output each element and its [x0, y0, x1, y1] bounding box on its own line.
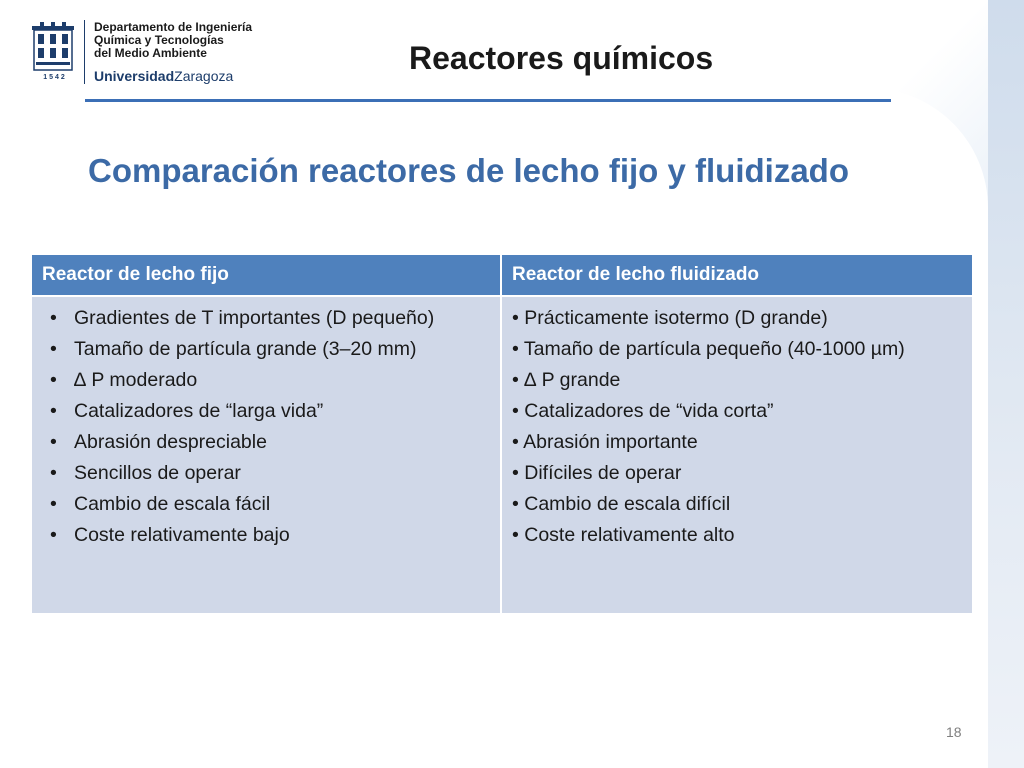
list-item: • Catalizadores de “vida corta” [512, 400, 774, 422]
list-item: • ∆ P moderado [42, 365, 490, 396]
list-item: • Abrasión despreciable [42, 427, 490, 458]
list-item: • Cambio de escala difícil [512, 493, 731, 515]
page-title: Reactores químicos [409, 40, 714, 76]
logo-divider [84, 20, 85, 84]
list-item: • Coste relativamente alto [512, 524, 735, 546]
title-divider [85, 99, 891, 102]
comparison-table [32, 255, 972, 613]
fixed-bed-cell [32, 297, 500, 613]
university-name-bold: Universidad [94, 68, 175, 84]
list-item: • Sencillos de operar [42, 458, 490, 489]
logo-year: 1542 [43, 74, 67, 81]
list-item: • Difíciles de operar [512, 462, 682, 484]
department-line-3: del Medio Ambiente [94, 46, 207, 60]
list-item: • Tamaño de partícula grande (3–20 mm) [42, 334, 490, 365]
list-item: • Catalizadores de “larga vida” [42, 396, 490, 427]
table-header-fixed-bed: Reactor de lecho fijo [32, 255, 500, 295]
fixed-bed-list [42, 303, 490, 551]
university-name [94, 68, 233, 84]
slide-background-strip [988, 0, 1024, 768]
slide-subtitle: Comparación reactores de lecho fijo y fluidizado [88, 152, 849, 189]
department-line-1: Departamento de Ingeniería [94, 20, 253, 34]
fluidized-bed-list [512, 303, 962, 551]
page-number: 18 [946, 724, 962, 740]
list-item: • Cambio de escala fácil [42, 489, 490, 520]
university-logo [28, 18, 270, 86]
fluidized-bed-cell [502, 297, 972, 613]
department-line-2: Química y Tecnologías [94, 33, 224, 47]
list-item: • Prácticamente isotermo (D grande) [512, 307, 828, 329]
table-header-fluidized-bed: Reactor de lecho fluidizado [502, 255, 972, 295]
university-name-city: Zaragoza [174, 68, 234, 84]
list-item: • Abrasión importante [512, 431, 698, 453]
list-item: • Coste relativamente bajo [42, 520, 490, 551]
department-name [94, 21, 252, 60]
list-item: • ∆ P grande [512, 369, 621, 391]
list-item: • Tamaño de partícula pequeño (40-1000 µm) [512, 338, 905, 360]
university-emblem-icon [30, 22, 76, 74]
list-item: • Gradientes de T importantes (D pequeño) [42, 303, 490, 334]
